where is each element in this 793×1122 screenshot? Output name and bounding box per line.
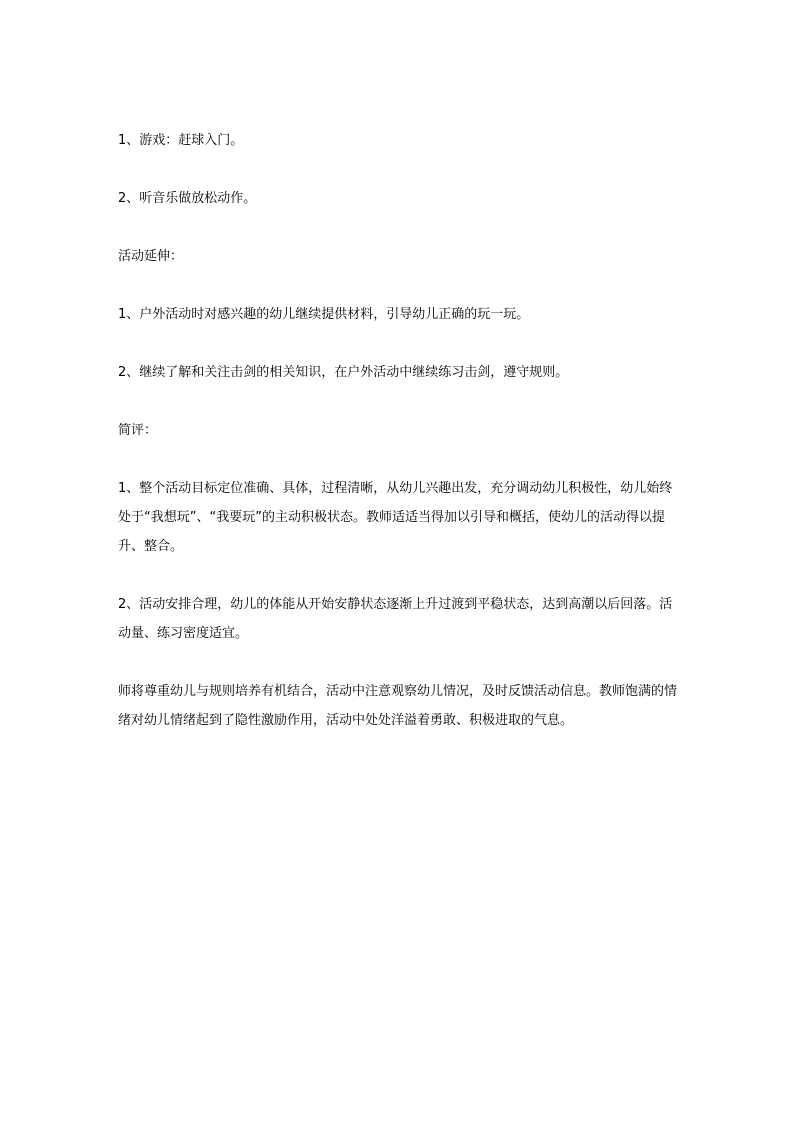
paragraph-review-3: 师将尊重幼儿与规则培养有机结合，活动中注意观察幼儿情况，及时反馈活动信息。教师饱满的情绪对幼儿情绪起到了隐性激励作用，活动中处处洋溢着勇敢、积极进取的气息。 [118,684,678,728]
heading-activity-extension: 活动延伸： [118,249,184,264]
paragraph-relax-music: 2、听音乐做放松动作。 [118,191,257,206]
document-body [118,126,678,764]
paragraph-review-1: 1、整个活动目标定位准确、具体，过程清晰，从幼儿兴趣出发，充分调动幼儿积极性，幼儿始终处于“我想玩”、“我要玩”的主动积极状态。教师适适当得加以引导和概括，使幼儿的活动得以提升、整合。 [118,481,673,554]
paragraph-extension-2: 2、继续了解和关注击剑的相关知识，在户外活动中继续练习击剑，遵守规则。 [118,365,569,380]
paragraph-review-2: 2、活动安排合理，幼儿的体能从开始安静状态逐渐上升过渡到平稳状态，达到高潮以后回落。活动量、练习密度适宜。 [118,597,673,641]
paragraph-extension-1: 1、户外活动时对感兴趣的幼儿继续提供材料，引导幼儿正确的玩一玩。 [118,307,530,322]
paragraph-game: 1、游戏：赶球入门。 [118,133,244,148]
heading-brief-review: 简评： [118,423,158,438]
